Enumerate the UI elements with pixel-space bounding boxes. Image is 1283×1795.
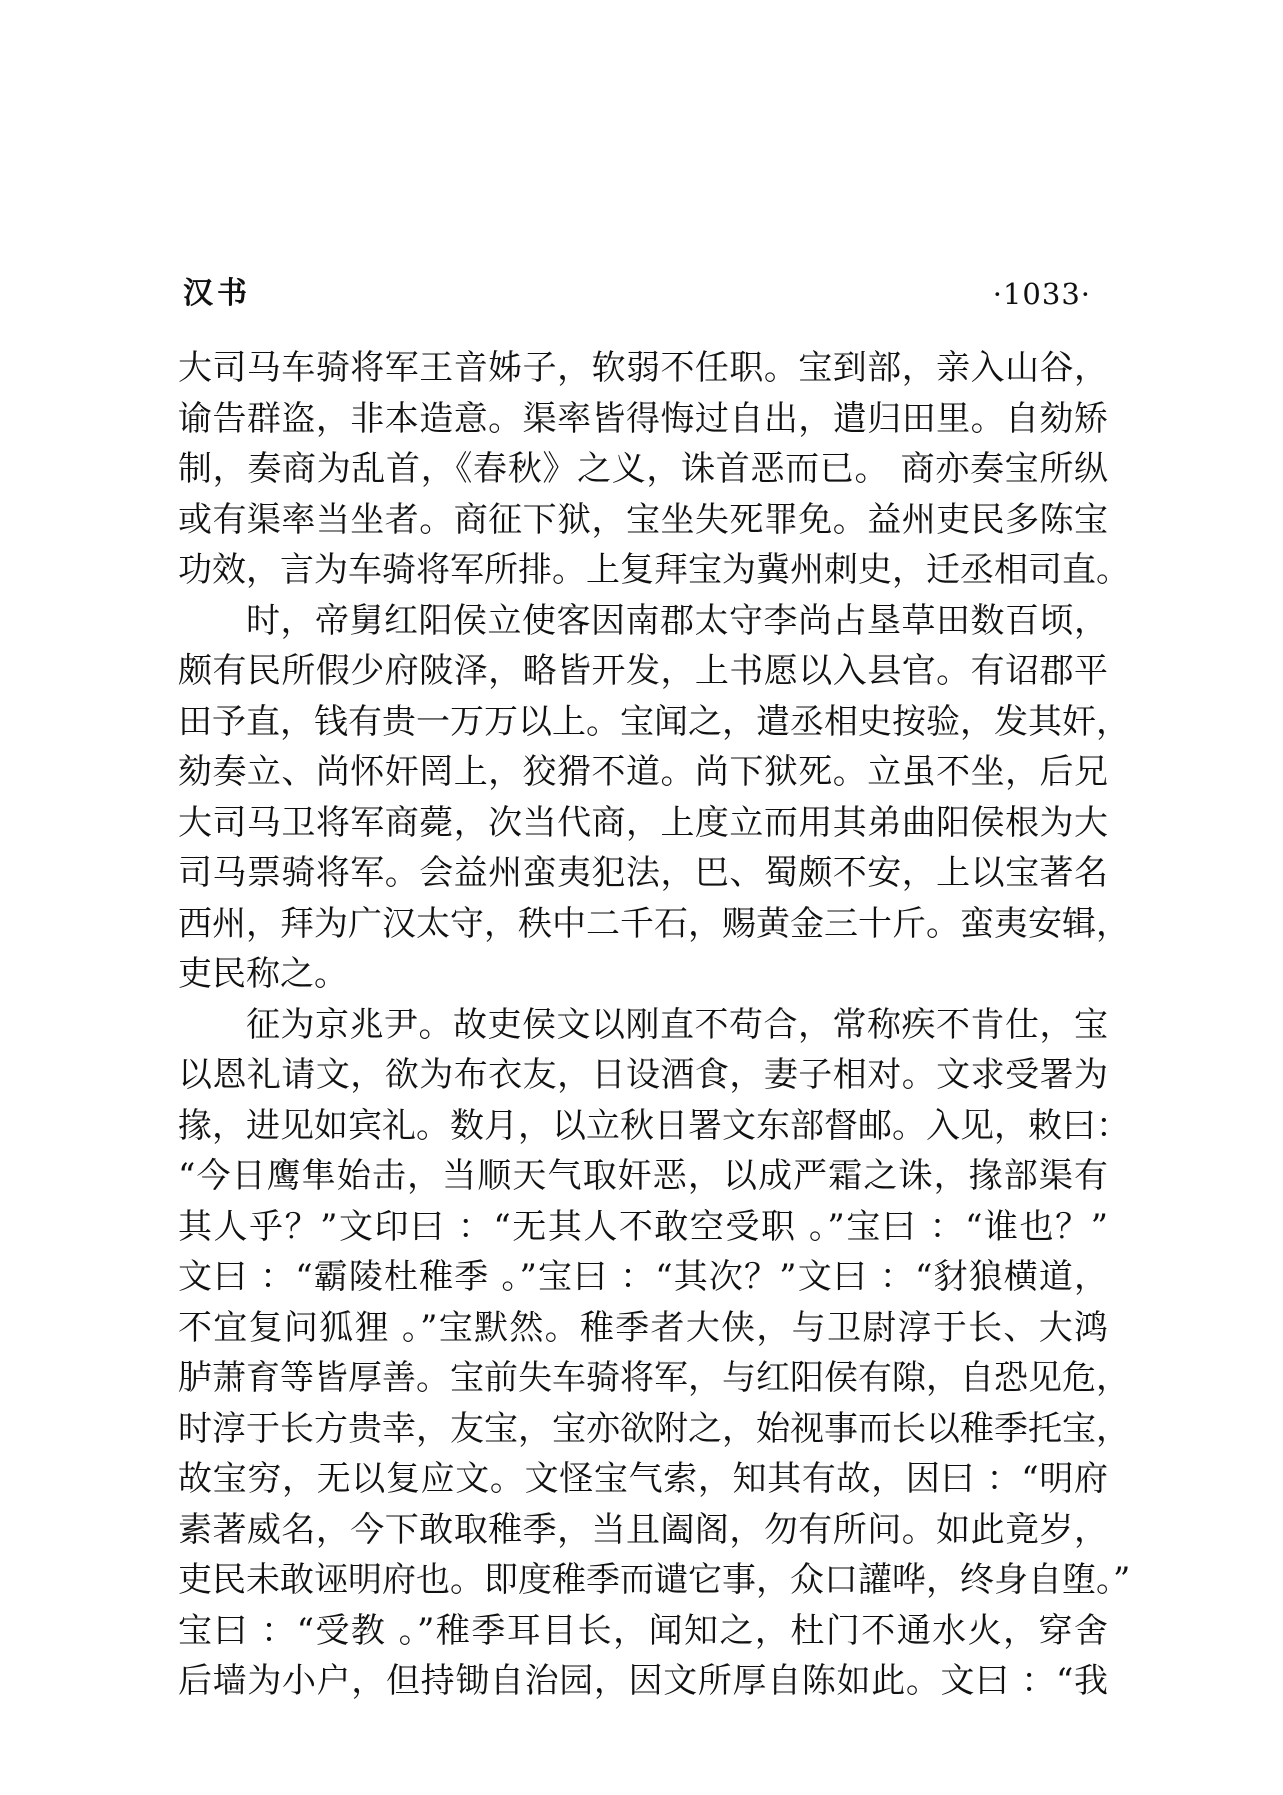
text-line: 以恩礼请文，欲为布衣友，日设酒食，妻子相对。文求受署为 [178, 1055, 1108, 1095]
text-line: 劾奏立、尚怀奸罔上，狡猾不道。尚下狱死。立虽不坐，后兄 [178, 752, 1108, 792]
text-line: 胪萧育等皆厚善。宝前失车骑将军，与红阳侯有隙，自恐见危， [178, 1358, 1130, 1398]
text-line: 时淳于长方贵幸，友宝，宝亦欲附之，始视事而长以稚季托宝， [178, 1408, 1130, 1449]
text-line: 功效，言为车骑将军所排。上复拜宝为冀州刺史，迁丞相司直。 [178, 550, 1130, 590]
text-line: 制，奏商为乱首，《春秋》之义，诛首恶而已。 商亦奏宝所纵 [178, 449, 1108, 489]
text-line: 吏民称之。 [178, 954, 348, 994]
text-line: 后墙为小户，但持锄自治园，因文所厚自陈如此。文曰 ：“我 [178, 1661, 1108, 1701]
text-line: 大司马车骑将军王音姊子，软弱不任职。宝到部，亲入山谷， [178, 348, 1108, 388]
text-line: 素著威名，今下敢取稚季，当且阖阁，勿有所问。如此竟岁， [178, 1509, 1108, 1550]
text-line: 吏民未敢诬明府也。即度稚季而谴它事，众口讙哗，终身自堕。” [178, 1560, 1131, 1600]
text-line: 或有渠率当坐者。商征下狱，宝坐失死罪免。益州吏民多陈宝 [178, 499, 1108, 540]
text-line: 不宜复问狐狸 。”宝默然。稚季者大侠，与卫尉淳于长、大鸿 [178, 1307, 1108, 1348]
book-title: 汉书 [183, 276, 251, 311]
text-line: 司马票骑将军。会益州蛮夷犯法，巴、蜀颇不安，上以宝著名 [178, 853, 1108, 893]
body-text [178, 343, 1131, 1707]
text-line: 西州，拜为广汉太守，秩中二千石，赐黄金三十斤。蛮夷安辑， [178, 903, 1130, 944]
text-line: 掾，进见如宾礼。数月，以立秋日署文东部督邮。入见，敕曰： [178, 1105, 1130, 1146]
page-header [183, 272, 1091, 316]
page-number: ·1033· [992, 277, 1091, 311]
text-line: “今日鹰隼始击，当顺天气取奸恶，以成严霜之诛，掾部渠有 [178, 1156, 1108, 1196]
text-line: 征为京兆尹。故吏侯文以刚直不苟合，常称疾不肯仕，宝 [246, 1004, 1108, 1045]
text-line: 田予直，钱有贵一万万以上。宝闻之，遣丞相史按验，发其奸， [178, 701, 1130, 742]
text-line: 大司马卫将军商薨，次当代商，上度立而用其弟曲阳侯根为大 [178, 802, 1108, 843]
text-line: 故宝穷，无以复应文。文怪宝气索，知其有故，因曰 ：“明府 [178, 1459, 1108, 1499]
text-line: 其人乎？”文印曰 ：“无其人不敢空受职 。”宝曰 ：“谁也？” [178, 1206, 1108, 1247]
text-line: 谕告群盗，非本造意。渠率皆得悔过自出，遣归田里。自劾矫 [178, 398, 1108, 439]
text-line: 文曰 ：“霸陵杜稚季 。”宝曰 ：“其次？”文曰 ：“豺狼横道， [178, 1257, 1108, 1297]
text-line: 颇有民所假少府陂泽，略皆开发，上书愿以入县官。有诏郡平 [178, 651, 1108, 691]
text-line: 时，帝舅红阳侯立使客因南郡太守李尚占垦草田数百顷， [246, 600, 1108, 641]
text-line: 宝曰 ：“受教 。”稚季耳目长，闻知之，杜门不通水火，穿舍 [178, 1610, 1108, 1651]
